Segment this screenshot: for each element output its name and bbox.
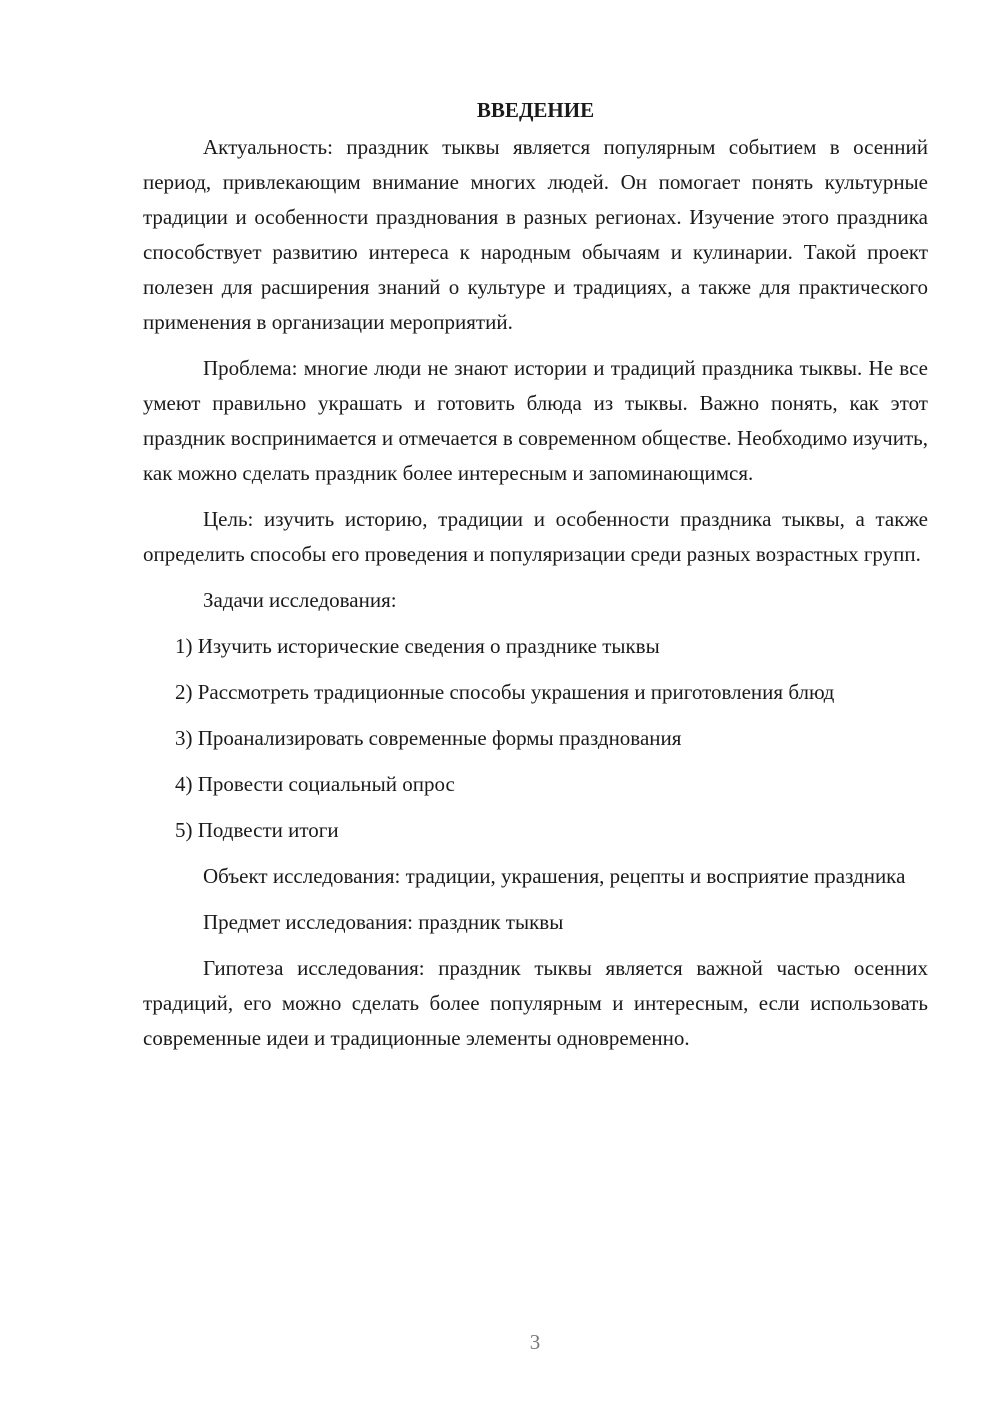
paragraph-problem: Проблема: многие люди не знают истории и традиций праздника тыквы. Не все умеют правильно украшать и готовить блюда из тыквы. Важно понять, как этот праздник воспринимается и отмечается в современном обществе. Необходимо изучить, как можно сделать праздник более интересным и запоминающимся. — [143, 356, 928, 485]
section-heading: ВВЕДЕНИЕ — [476, 98, 595, 122]
document-page — [143, 92, 928, 1067]
task-item: 5) Подвести итоги — [175, 818, 339, 842]
task-item: 1) Изучить исторические сведения о празднике тыквы — [175, 634, 660, 658]
paragraph-tasks-heading: Задачи исследования: — [203, 588, 397, 612]
task-item: 2) Рассмотреть традиционные способы украшения и приготовления блюд — [175, 680, 835, 704]
task-item: 4) Провести социальный опрос — [175, 772, 455, 796]
paragraph-hypothesis: Гипотеза исследования: праздник тыквы является важной частью осенних традиций, его можно сделать более популярным и интересным, если использовать современные идеи и традиционные элементы одновременно. — [143, 956, 928, 1050]
paragraph-object: Объект исследования: традиции, украшения, рецепты и восприятие праздника — [203, 864, 906, 888]
page-number: 3 — [529, 1330, 541, 1354]
paragraph-subject: Предмет исследования: праздник тыквы — [203, 910, 564, 934]
task-item: 3) Проанализировать современные формы празднования — [175, 726, 682, 750]
paragraph-relevance: Актуальность: праздник тыквы является популярным событием в осенний период, привлекающим внимание многих людей. Он помогает понять культурные традиции и особенности празднования в разных регионах. Изучение этого праздника способствует развитию интереса к народным обычаям и кулинарии. Такой проект полезен для расширения знаний о культуре и традициях, а также для практического применения в организации мероприятий. — [143, 135, 928, 334]
paragraph-goal: Цель: изучить историю, традиции и особенности праздника тыквы, а также определить способы его проведения и популяризации среди разных возрастных групп. — [143, 507, 928, 566]
